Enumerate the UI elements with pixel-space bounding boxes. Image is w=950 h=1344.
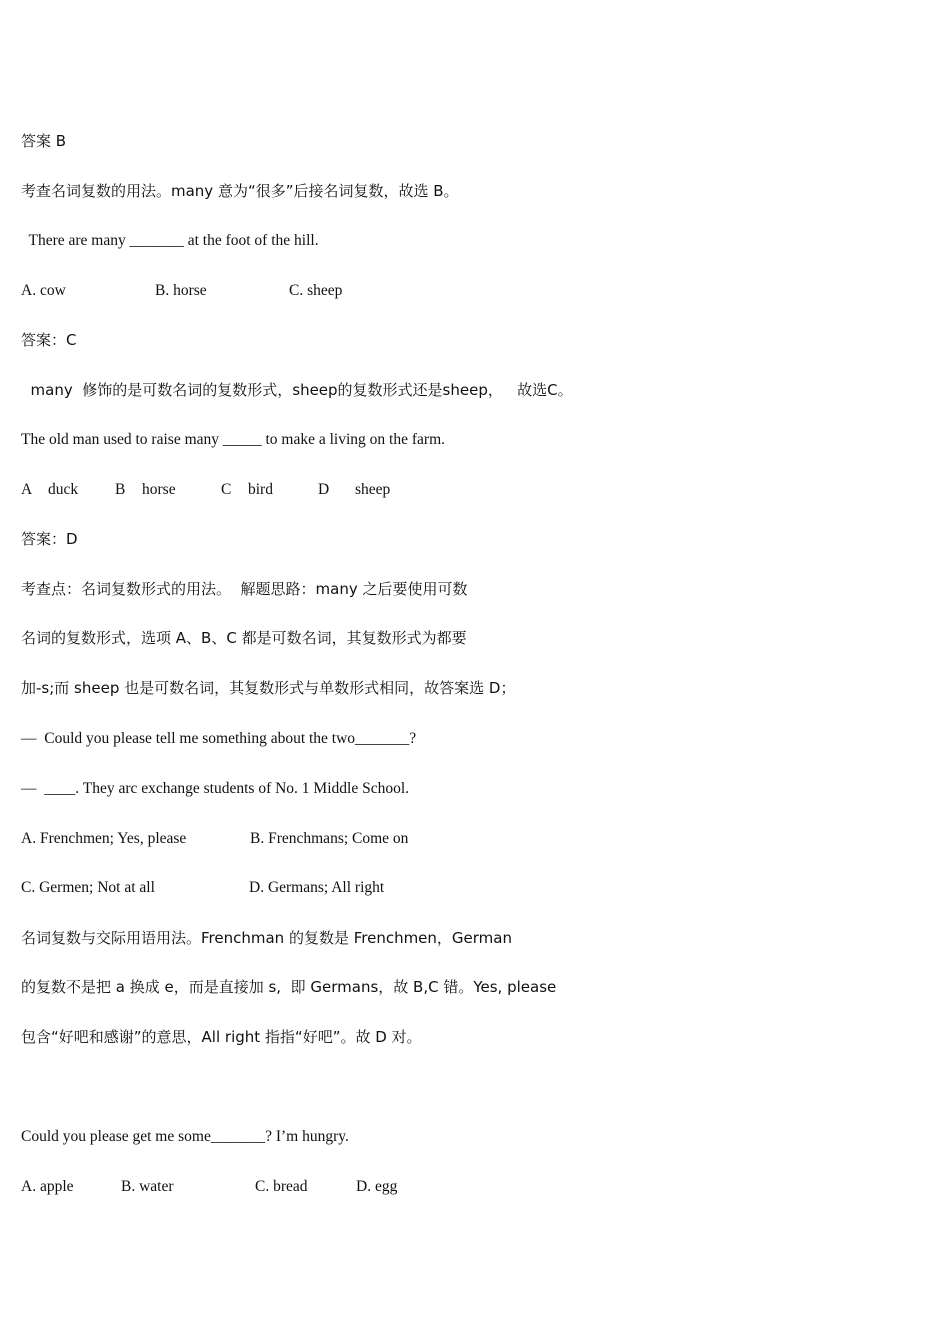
option-c: C. bread	[255, 1178, 308, 1195]
option-d: D. Germans; All right	[249, 879, 385, 896]
option-b: B. horse	[155, 282, 207, 299]
option-b-text: horse	[142, 481, 176, 498]
answer-line-3: 答案：D	[21, 530, 78, 548]
option-a: A. Frenchmen; Yes, please	[21, 830, 187, 847]
explanation-line-1: 考查名词复数的用法。many 意为“很多”后接名词复数，故选 B。	[21, 182, 459, 200]
option-c: C. sheep	[289, 282, 343, 299]
dialogue-line-1: — Could you please tell me something about the two_______?	[21, 730, 417, 747]
explanation-line-2: many 修饰的是可数名词的复数形式，sheep的复数形式还是sheep， 故选C。	[21, 381, 573, 399]
option-d-text: sheep	[355, 481, 391, 498]
explanation-line-3c: 加-s;而 sheep 也是可数名词，其复数形式与单数形式相同，故答案选 D；	[21, 679, 516, 697]
explanation-line-3a: 考查点：名词复数形式的用法。 解题思路：many 之后要使用可数	[21, 580, 468, 598]
answer-line-1: 答案 B	[21, 132, 67, 150]
option-b: B. Frenchmans; Come on	[250, 830, 409, 847]
explanation-line-4a: 名词复数与交际用语用法。Frenchman 的复数是 Frenchmen，German	[21, 929, 512, 947]
explanation-line-3b: 名词的复数形式，选项 A、B、C 都是可数名词，其复数形式为都要	[21, 629, 467, 647]
question-4: Could you please get me some_______? I’m hungry.	[21, 1128, 349, 1145]
option-b: B. water	[121, 1178, 174, 1195]
dialogue-line-2: — ____. They arc exchange students of No. 1 Middle School.	[21, 780, 409, 797]
option-a: A. cow	[21, 282, 66, 299]
option-a: A. apple	[21, 1178, 74, 1195]
explanation-line-4c: 包含“好吧和感谢”的意思，All right 指指“好吧”。故 D 对。	[21, 1028, 422, 1046]
answer-line-2: 答案：C	[21, 331, 77, 349]
option-a-letter: A	[21, 481, 33, 498]
option-d: D. egg	[356, 1178, 398, 1195]
option-a-text: duck	[48, 481, 79, 498]
option-c-letter: C	[221, 481, 232, 498]
option-b-letter: B	[115, 481, 126, 498]
option-c: C. Germen; Not at all	[21, 879, 155, 896]
explanation-line-4b: 的复数不是把 a 换成 e，而是直接加 s, 即 Germans，故 B,C 错。Yes, please	[21, 978, 557, 996]
option-d-letter: D	[318, 481, 330, 498]
question-2: The old man used to raise many _____ to make a living on the farm.	[21, 431, 445, 448]
option-c-text: bird	[248, 481, 273, 498]
question-1: There are many _______ at the foot of the hill.	[21, 232, 319, 249]
